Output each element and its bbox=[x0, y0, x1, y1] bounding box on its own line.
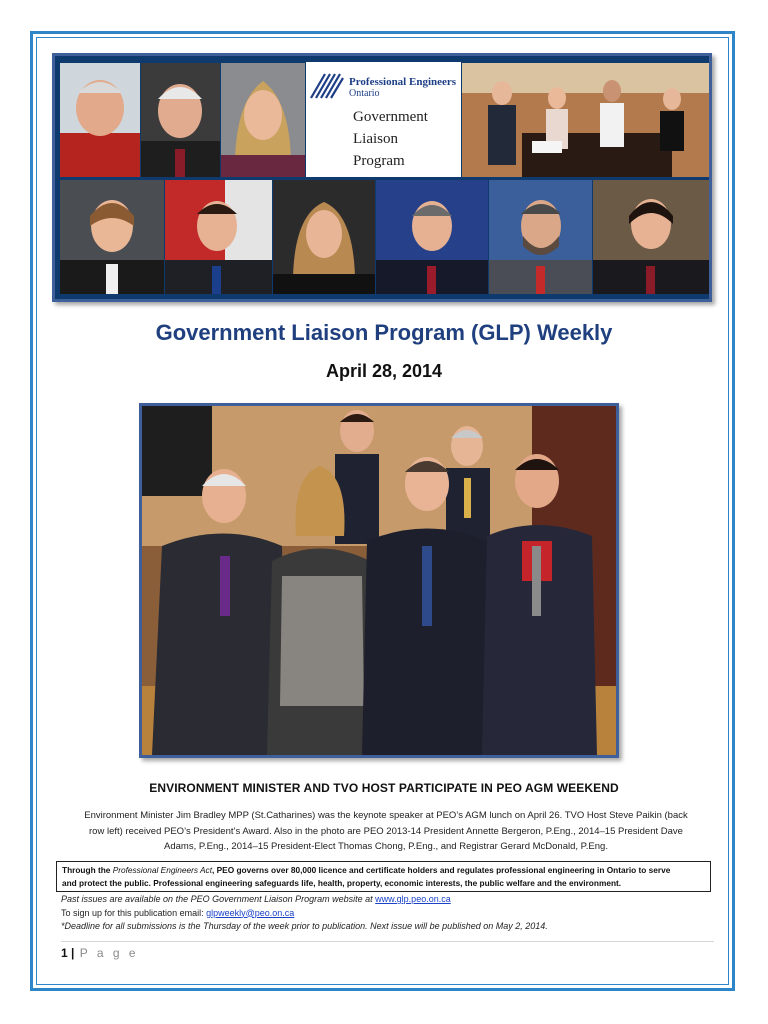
signup-text: To sign up for this publication email: bbox=[61, 907, 207, 918]
portrait-photo-5 bbox=[165, 180, 272, 294]
portrait-photo-8 bbox=[489, 180, 592, 294]
past-issues-text: Past issues are available on the PEO Government Liaison Program website at bbox=[61, 894, 376, 904]
portrait-photo-6 bbox=[273, 180, 375, 294]
portrait-photo-4 bbox=[60, 180, 164, 294]
deadline-note: *Deadline for all submissions is the Thursday of the week prior to publication. Next issue will be published on May 2, 2014. bbox=[61, 921, 548, 932]
page-label: P a g e bbox=[79, 946, 139, 960]
logo-org-name bbox=[349, 76, 456, 100]
issue-date: April 28, 2014 bbox=[325, 361, 443, 381]
newsletter-title: Government Liaison Program (GLP) Weekly bbox=[155, 320, 613, 345]
logo-program-line1: Government bbox=[353, 109, 428, 125]
mandate-line-2: and protect the public. Professional engineering safeguards life, health, property, economic interests, the public welfare and the environment. bbox=[62, 878, 622, 888]
signup-note bbox=[61, 907, 711, 921]
caption-line-2: row left) received PEO’s President’s Award. Also in the photo are PEO 2013-14 President Annette Bergeron, P.Eng., 2014–15 President Dave bbox=[89, 825, 683, 837]
header-banner-collage bbox=[52, 53, 712, 302]
website-link[interactable]: www.glp.peo.on.ca bbox=[375, 894, 451, 904]
mandate-line-1 bbox=[62, 864, 705, 877]
agm-group-photo bbox=[139, 403, 619, 758]
page-separator: | bbox=[71, 946, 75, 960]
page-footer bbox=[61, 946, 139, 960]
past-issues-note bbox=[61, 893, 711, 907]
portrait-photo-3 bbox=[221, 63, 305, 177]
peo-mandate-box bbox=[56, 861, 711, 892]
peo-glp-logo bbox=[306, 62, 461, 177]
mandate-line1-rest: , PEO governs over 80,000 licence and certificate holders and regulates professional engineering in Ontario to serve bbox=[212, 865, 671, 875]
story-caption bbox=[60, 808, 712, 855]
peo-logo-icon bbox=[309, 70, 345, 100]
logo-program-line2: Liaison bbox=[353, 131, 398, 147]
portrait-photo-1 bbox=[60, 63, 140, 177]
story-headline: ENVIRONMENT MINISTER AND TVO HOST PARTICIPATE IN PEO AGM WEEKEND bbox=[149, 781, 619, 795]
caption-line-1: Environment Minister Jim Bradley MPP (St.Catharines) was the keynote speaker at PEO’s AGM lunch on April 26. TVO Host Steve Paikin (back bbox=[84, 810, 688, 821]
portrait-photo-7 bbox=[376, 180, 488, 294]
mandate-prefix: Through the bbox=[62, 865, 113, 875]
page-number: 1 bbox=[61, 946, 68, 960]
logo-org-line1: Professional Engineers bbox=[349, 76, 457, 88]
publication-notes bbox=[61, 893, 711, 934]
portrait-photo-2 bbox=[141, 63, 220, 177]
caption-line-3: Adams, P.Eng., 2014–15 President-Elect Thomas Chong, P.Eng., and Registrar Gerard McDonald, P.Eng. bbox=[164, 841, 608, 852]
email-link[interactable]: glpweekly@peo.on.ca bbox=[206, 907, 295, 918]
footer-divider bbox=[61, 941, 714, 942]
logo-program-name bbox=[353, 106, 428, 172]
portrait-photo-9 bbox=[593, 180, 709, 294]
meeting-room-photo bbox=[462, 63, 709, 177]
mandate-act-name: Professional Engineers Act bbox=[112, 865, 213, 875]
logo-program-line3: Program bbox=[353, 153, 405, 169]
logo-org-line2: Ontario bbox=[349, 88, 380, 99]
